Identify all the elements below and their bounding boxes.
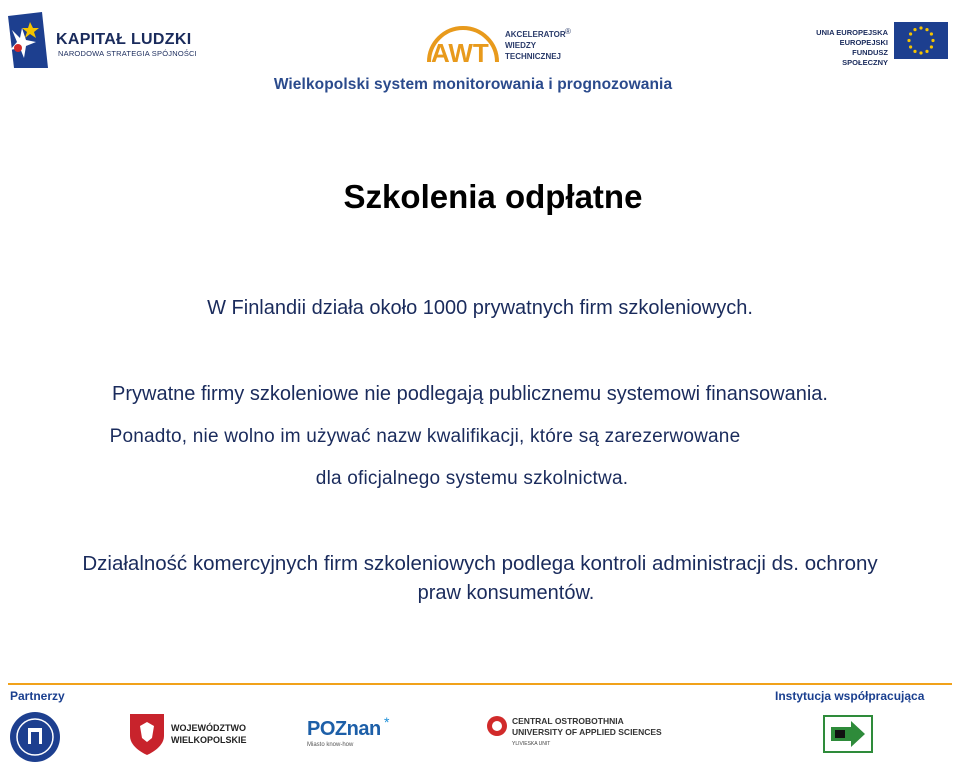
awt-logo-icon [423, 22, 503, 66]
kapital-ludzki-logo-icon [8, 12, 48, 68]
awt-line-3: TECHNICZNEJ [505, 52, 562, 61]
eu-flag-icon [894, 22, 948, 59]
paragraph-2: Prywatne firmy szkoleniowe nie podlegają publicznemu systemowi finansowania. [112, 383, 828, 405]
cou-logo-icon [486, 715, 508, 737]
paragraph-4: dla oficjalnego systemu szkolnictwa. [315, 468, 629, 489]
partners-label: Partnerzy [10, 689, 65, 703]
kapital-ludzki-title: KAPITAŁ LUDZKI [56, 31, 192, 48]
slide-title: Szkolenia odpłatne [343, 178, 643, 215]
wlkp-line-1: WOJEWÓDZTWO [171, 723, 246, 733]
eu-line-2: EUROPEJSKI [839, 38, 888, 47]
footer-divider [8, 683, 952, 685]
eu-line-1: UNIA EUROPEJSKA [816, 28, 888, 37]
wielkopolska-name [171, 722, 247, 746]
cooperating-institution-logo-icon [823, 715, 873, 753]
awt-line-2: WIEDZY [505, 41, 537, 50]
cou-line-1: CENTRAL OSTROBOTHNIA [512, 716, 624, 726]
poznan-logo: POZnan [307, 718, 381, 740]
cou-unit: YLIVIESKA UNIT [512, 741, 551, 747]
paragraph-3: Ponadto, nie wolno im używać nazw kwalifikacji, które są zarezerwowane [109, 426, 741, 447]
kapital-ludzki-subtitle: NARODOWA STRATEGIA SPÓJNOŚCI [58, 49, 197, 58]
poznan-star-icon: * [384, 714, 390, 730]
wielkopolska-coat-of-arms-icon [128, 712, 166, 756]
paragraph-5: Działalność komercyjnych firm szkoleniowych podlega kontroli administracji ds. ochrony [82, 552, 878, 575]
university-seal-icon [8, 710, 62, 764]
wlkp-line-2: WIELKOPOLSKIE [171, 735, 247, 745]
eu-line-3: FUNDUSZ SPOŁECZNY [842, 48, 888, 67]
cou-name [512, 716, 662, 738]
paragraph-1: W Finlandii działa około 1000 prywatnych firm szkoleniowych. [207, 297, 753, 319]
awt-name [505, 29, 585, 62]
header-banner: Wielkopolski system monitorowania i prognozowania [273, 76, 673, 93]
institution-label: Instytucja współpracująca [775, 689, 925, 703]
awt-line-1: AKCELERATOR [505, 30, 566, 39]
registered-mark: ® [565, 27, 571, 36]
eu-fund-name [812, 28, 888, 68]
poznan-tagline: Miasto know-how [307, 742, 354, 748]
svg-text:AWT: AWT [431, 38, 489, 66]
paragraph-6: praw konsumentów. [417, 582, 595, 604]
cou-line-2: UNIVERSITY OF APPLIED SCIENCES [512, 727, 662, 737]
